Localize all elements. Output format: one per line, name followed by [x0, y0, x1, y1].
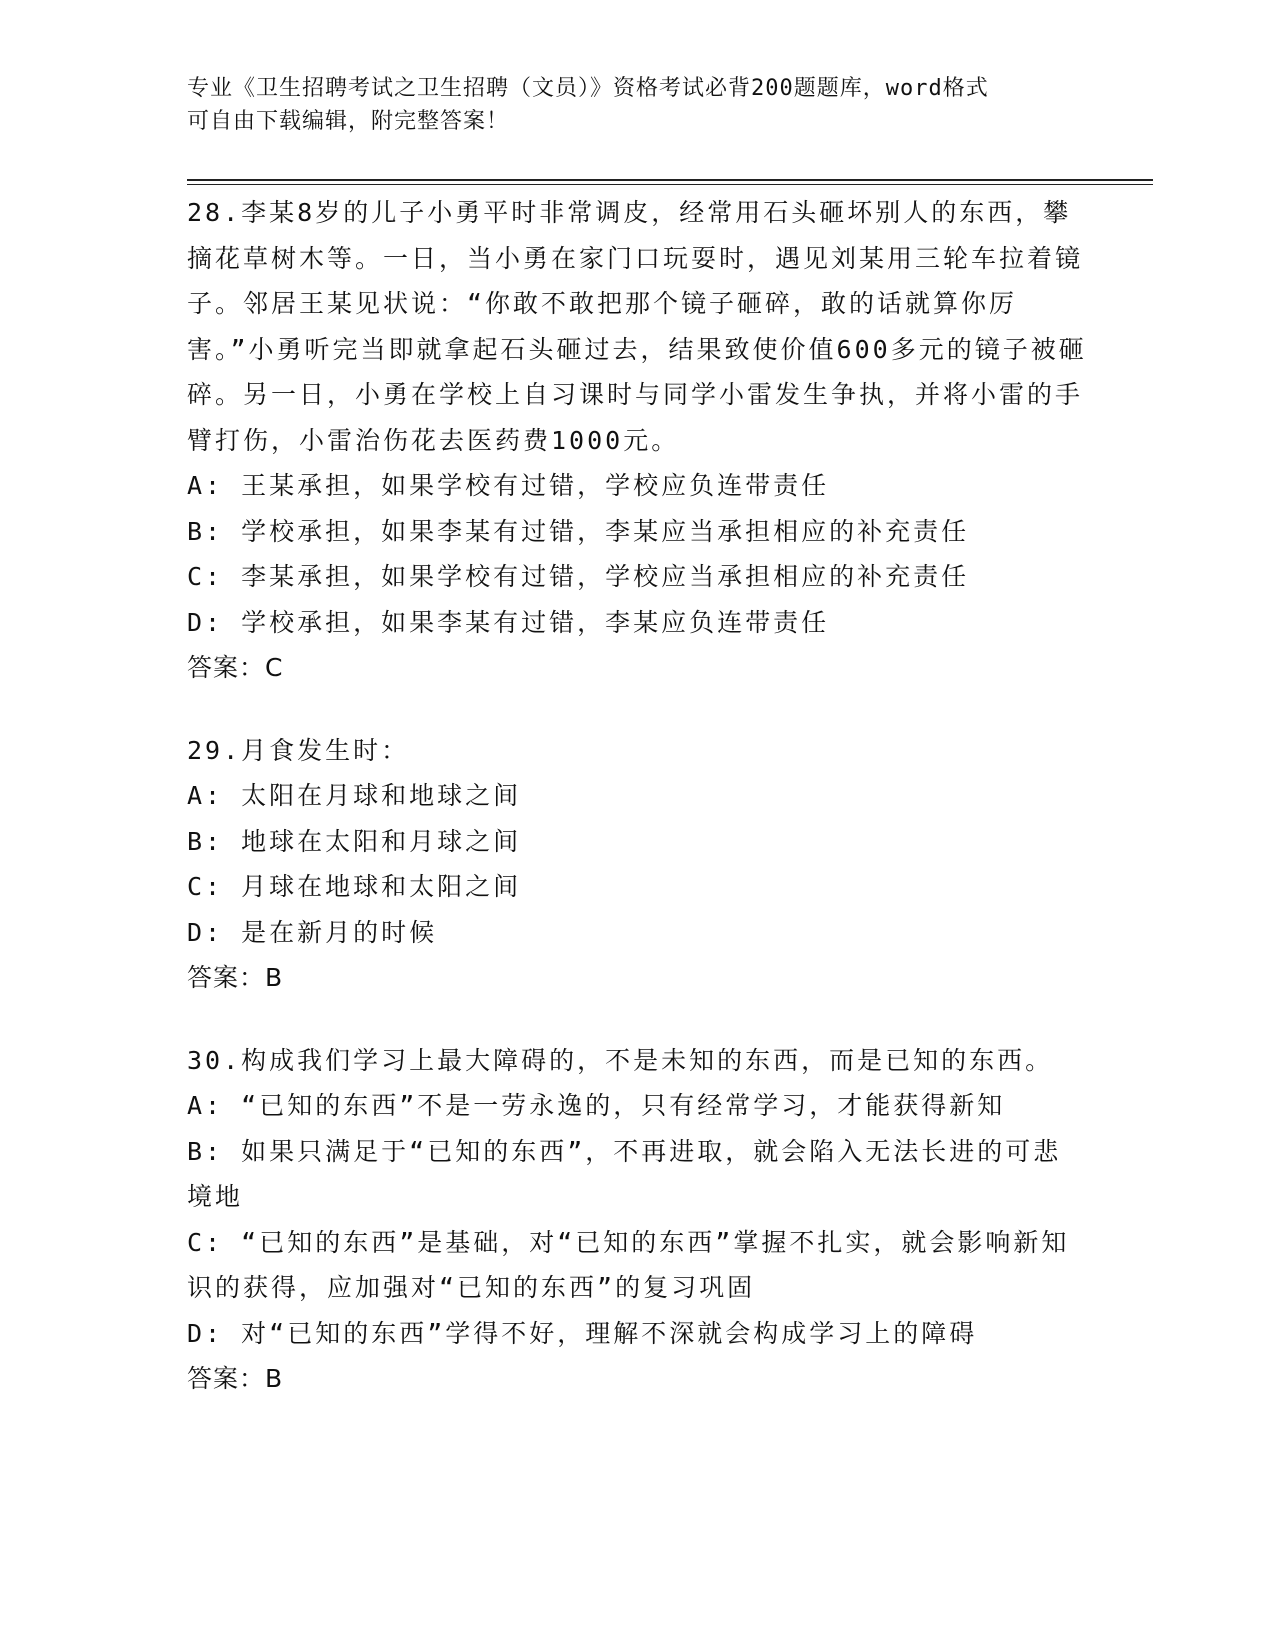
- option-d: D: 是在新月的时候: [187, 917, 438, 947]
- option-a: A: “已知的东西”不是一劳永逸的，只有经常学习，才能获得新知: [187, 1091, 1006, 1120]
- question-text: 30.构成我们学习上最大障碍的，不是未知的东西，而是已知的东西。: [187, 1045, 1054, 1075]
- option-c: C: 月球在地球和太阳之间: [187, 872, 522, 901]
- question-text: 28.李某8岁的儿子小勇平时非常调皮，经常用石头砸坏别人的东西，攀摘花草树木等。一日，当小勇在家门口玩耍时，遇见刘某用三轮车拉着镜子。邻居王某见状说：“你敢不敢把那个镜子砸碎，敢的话就算你厉害。”小勇听完当即就拿起石头砸过去，结果致使价值600多元的镜子被砸碎。另一日，小勇在学校上自习课时与同学小雷发生争执，并将小雷的手臂打伤，小雷治伤花去医药费1000元。: [187, 198, 1087, 455]
- document-header: [187, 72, 1087, 138]
- answer: 答案：B: [187, 1364, 284, 1393]
- option-b: B: 地球在太阳和月球之间: [187, 826, 522, 856]
- question-30: [187, 1038, 1087, 1402]
- option-c: C: “已知的东西”是基础，对“已知的东西”掌握不扎实，就会影响新知识的获得，应加强对“已知的东西”的复习巩固: [187, 1227, 1070, 1302]
- question-list: [187, 190, 1087, 1439]
- option-d: D: 对“已知的东西”学得不好，理解不深就会构成学习上的障碍: [187, 1318, 978, 1348]
- option-c: C: 李某承担，如果学校有过错，学校应当承担相应的补充责任: [187, 562, 970, 591]
- header-title-line-1: 专业《卫生招聘考试之卫生招聘（文员）》资格考试必背200题题库，word格式: [187, 76, 989, 101]
- header-divider-thin: [187, 184, 1153, 185]
- option-b: B: 学校承担，如果李某有过错，李某应当承担相应的补充责任: [187, 516, 970, 546]
- question-text: 29.月食发生时：: [187, 735, 410, 765]
- header-title-line-2: 可自由下载编辑，附完整答案！: [187, 109, 510, 134]
- option-d: D: 学校承担，如果李某有过错，李某应负连带责任: [187, 607, 830, 637]
- option-a: A: 王某承担，如果学校有过错，学校应负连带责任: [187, 471, 830, 500]
- answer: 答案：C: [187, 653, 284, 682]
- question-29: [187, 728, 1087, 1001]
- question-28: [187, 190, 1087, 691]
- option-b: B: 如果只满足于“已知的东西”，不再进取，就会陷入无法长进的可悲境地: [187, 1136, 1062, 1211]
- answer: 答案：B: [187, 963, 284, 992]
- option-a: A: 太阳在月球和地球之间: [187, 781, 522, 810]
- header-divider-thick: [187, 179, 1153, 181]
